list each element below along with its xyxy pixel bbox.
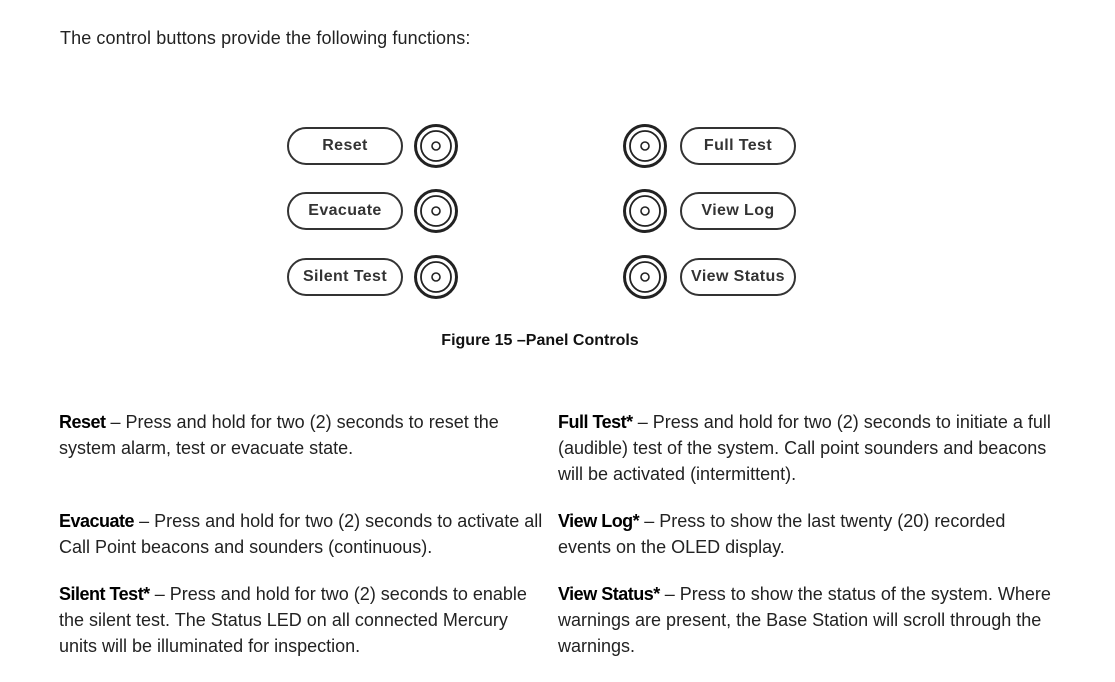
silent-test-knob-icon bbox=[414, 255, 458, 299]
reset-button-label: Reset bbox=[287, 127, 403, 165]
view-status-description bbox=[558, 581, 1058, 659]
view-log-term: View Log* bbox=[558, 511, 640, 531]
full-test-term: Full Test* bbox=[558, 412, 633, 432]
full-test-knob-icon bbox=[623, 124, 667, 168]
full-test-button-label: Full Test bbox=[680, 127, 796, 165]
full-test-text: – Press and hold for two (2) seconds to initiate a full (audible) test of the system. Call point sounders and beacons will be activated (intermittent). bbox=[558, 412, 1051, 484]
view-status-knob-icon bbox=[623, 255, 667, 299]
silent-test-text: – Press and hold for two (2) seconds to enable the silent test. The Status LED on all connected Mercury units will be illuminated for inspection. bbox=[59, 584, 527, 656]
reset-knob-icon bbox=[414, 124, 458, 168]
intro-text: The control buttons provide the following functions: bbox=[60, 28, 471, 48]
evacuate-text: – Press and hold for two (2) seconds to activate all Call Point beacons and sounders (continuous). bbox=[59, 511, 543, 557]
view-log-knob-icon bbox=[623, 189, 667, 233]
reset-term: Reset bbox=[59, 412, 106, 432]
reset-description bbox=[59, 409, 529, 461]
view-status-term: View Status* bbox=[558, 584, 660, 604]
reset-text: – Press and hold for two (2) seconds to reset the system alarm, test or evacuate state. bbox=[59, 412, 499, 458]
view-status-button-label: View Status bbox=[680, 258, 796, 296]
view-log-text: – Press to show the last twenty (20) recorded events on the OLED display. bbox=[558, 511, 1006, 557]
silent-test-term: Silent Test* bbox=[59, 584, 150, 604]
view-status-text: – Press to show the status of the system. Where warnings are present, the Base Station will scroll through the warnings. bbox=[558, 584, 1051, 656]
silent-test-button-label: Silent Test bbox=[287, 258, 403, 296]
full-test-description bbox=[558, 409, 1058, 487]
evacuate-button-label: Evacuate bbox=[287, 192, 403, 230]
view-log-description bbox=[558, 508, 1058, 560]
silent-test-description bbox=[59, 581, 549, 659]
evacuate-knob-icon bbox=[414, 189, 458, 233]
evacuate-description bbox=[59, 508, 549, 560]
view-log-button-label: View Log bbox=[680, 192, 796, 230]
figure-caption: Figure 15 –Panel Controls bbox=[441, 332, 639, 349]
evacuate-term: Evacuate bbox=[59, 511, 135, 531]
